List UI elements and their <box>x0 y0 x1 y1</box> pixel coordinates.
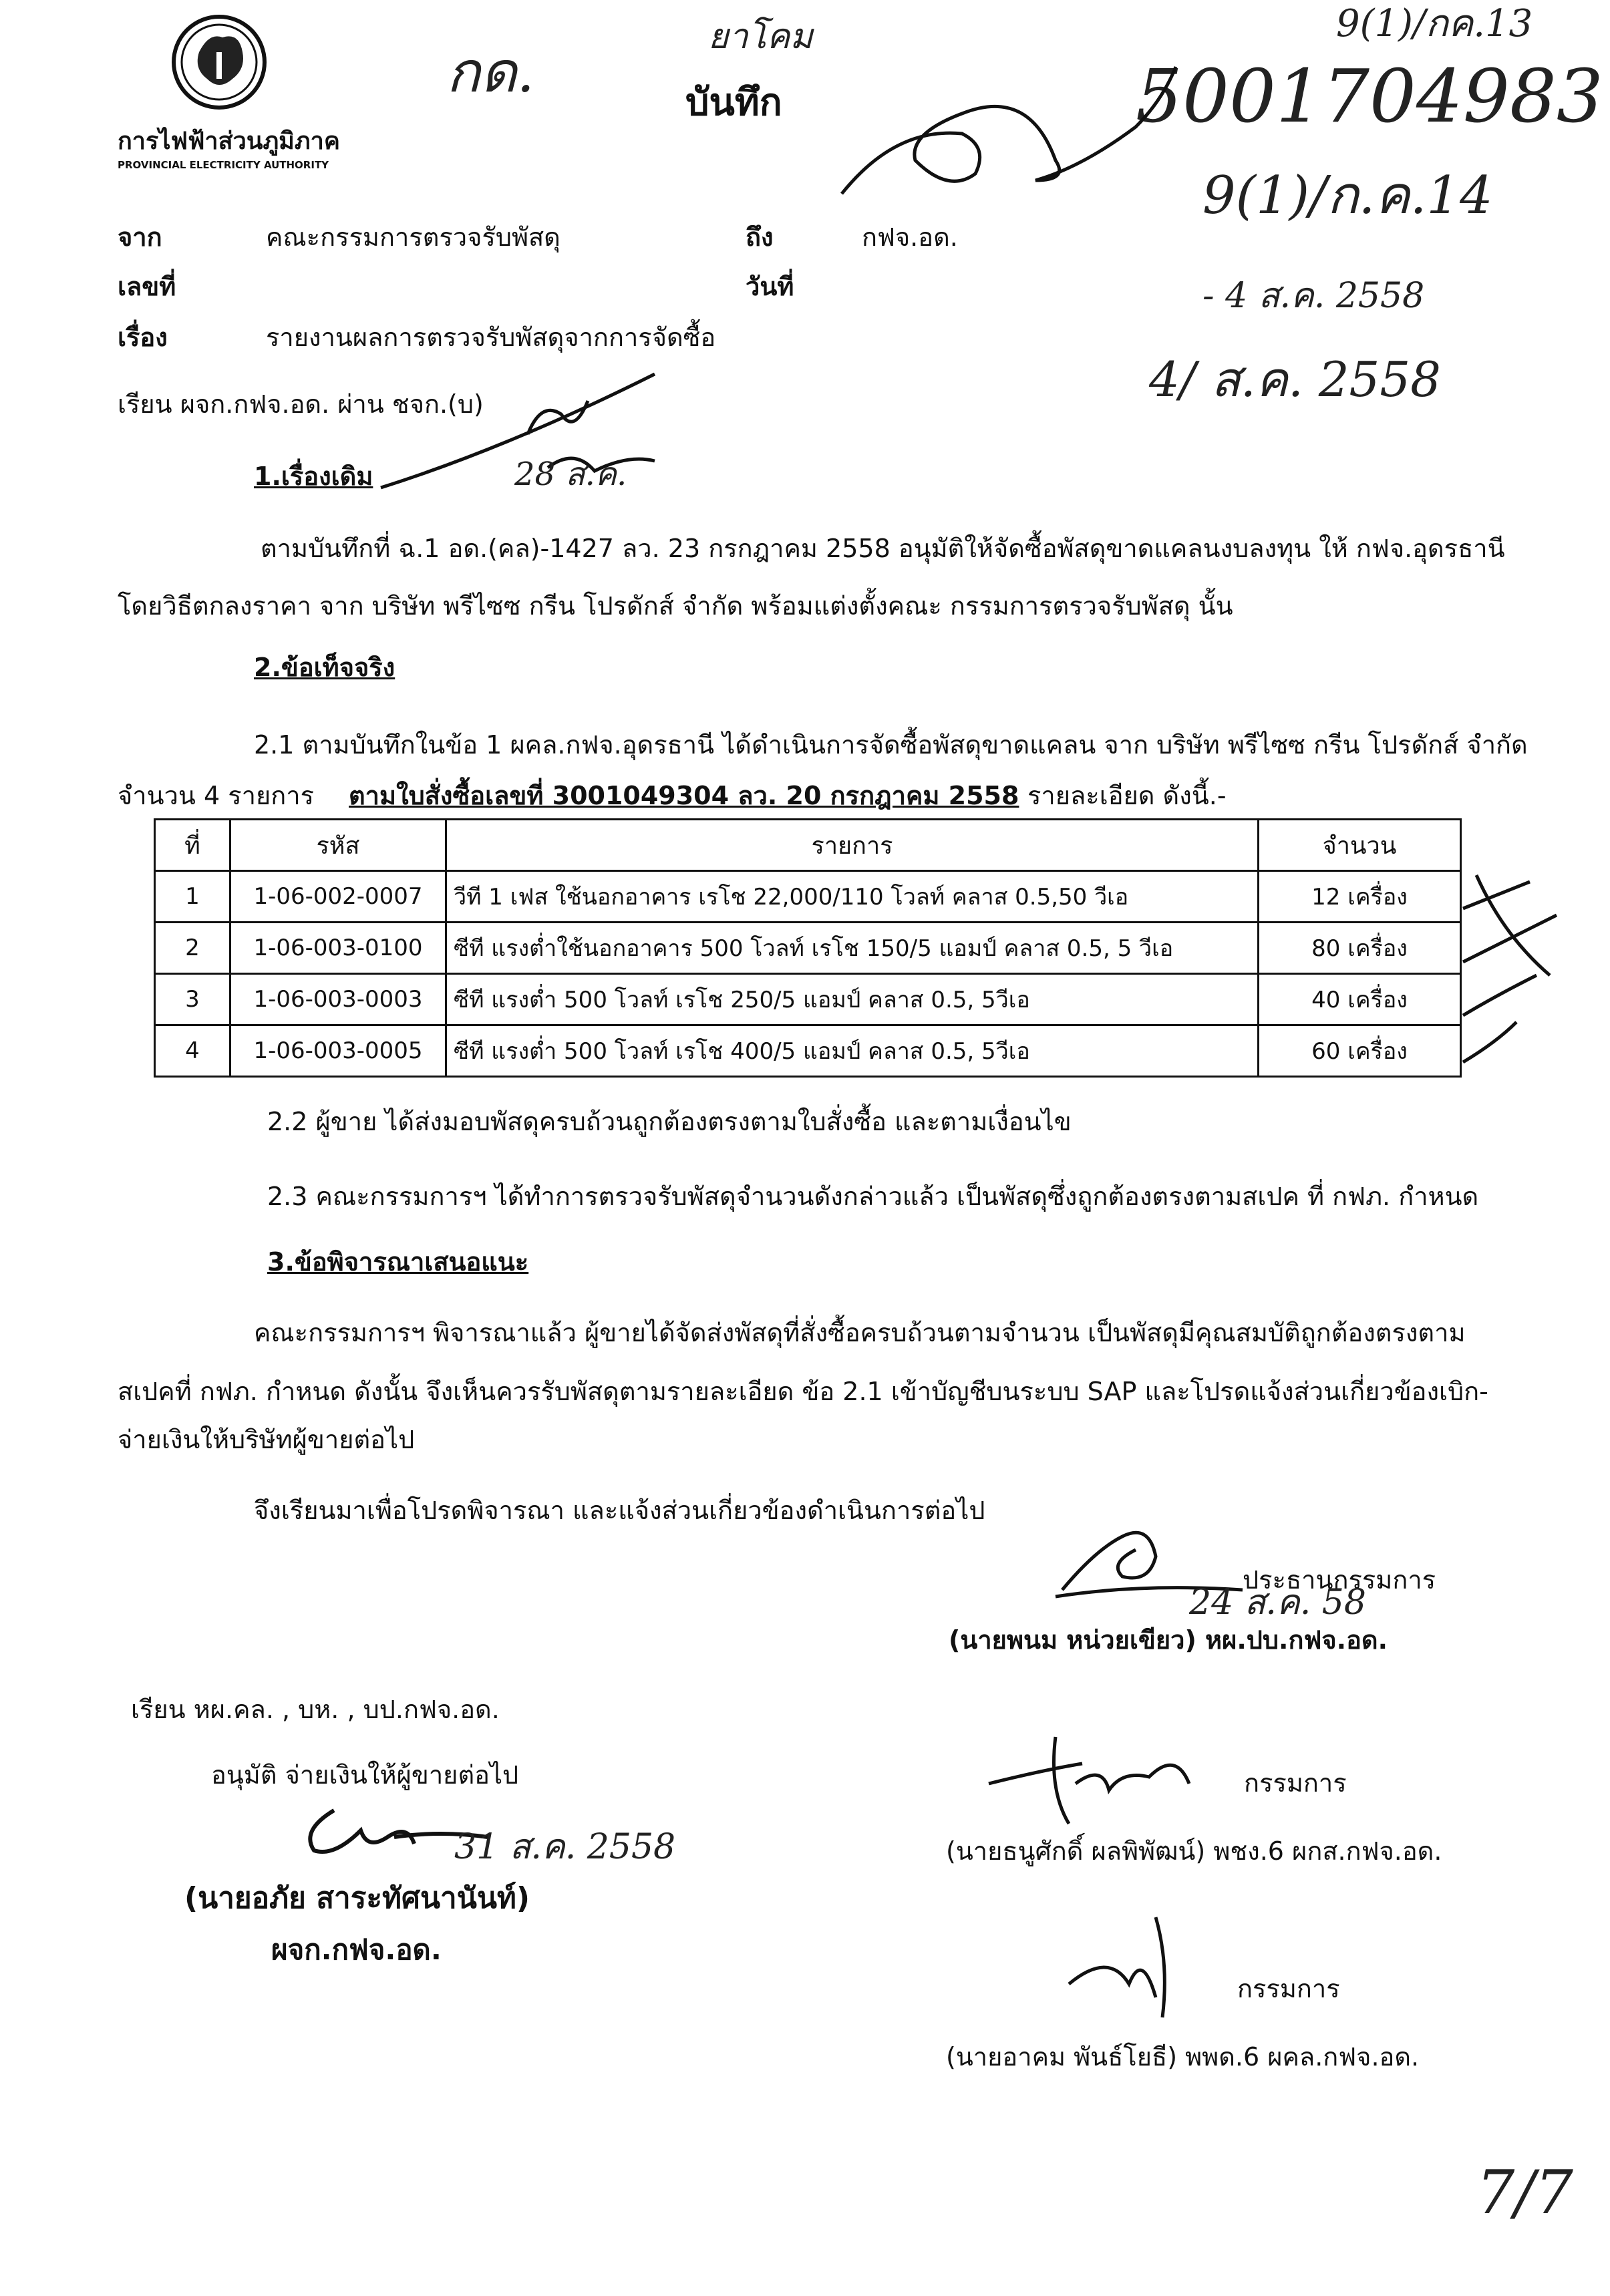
section3-line1: คณะกรรมการฯ พิจารณาแล้ว ผู้ขายได้จัดส่งพัสดุที่สั่งซื้อครบถ้วนตามจำนวน เป็นพัสดุมีคุณสมบัติถูกต้องตรงตาม <box>254 1318 1466 1347</box>
section2-3: 2.3 คณะกรรมการฯ ได้ทำการตรวจรับพัสดุจำนวนดังกล่าวแล้ว เป็นพัสดุซึ่งถูกต้องตรงตามสเปค ที่ กฟภ. กำหนด <box>267 1182 1479 1211</box>
table-row <box>155 923 1461 974</box>
handwritten-top-code: ยาโคม <box>708 17 813 57</box>
number-label: เลขที่ <box>118 272 176 301</box>
section2-1-prefix: จำนวน 4 รายการ <box>118 781 314 810</box>
signature-top <box>815 47 1216 220</box>
handwritten-approve-date: 31 ส.ค. 2558 <box>454 1827 676 1867</box>
section2-heading: 2.ข้อเท็จจริง <box>254 653 395 682</box>
approval-line: อนุมัติ จ่ายเงินให้ผู้ขายต่อไป <box>211 1760 519 1790</box>
chair-title: ประธานกรรมการ <box>1243 1565 1436 1595</box>
cell-desc: ซีที แรงต่ำใช้นอกอาคาร 500 โวลท์ เรโช 150/5 แอมป์ คลาส 0.5, 5 วีเอ <box>446 923 1259 974</box>
col-header-no: ที่ <box>155 820 230 871</box>
section2-1-line1: 2.1 ตามบันทึกในข้อ 1 ผคล.กฟจ.อุดรธานี ได้ดำเนินการจัดซื้อพัสดุขาดแคลน จาก บริษัท พรีไซซ กรีน โปรดักส์ จำกัด <box>254 730 1528 760</box>
page-mark: 7/7 <box>1476 2158 1573 2228</box>
approval-to-line: เรียน หผ.คล. , บห. , บป.กฟจ.อด. <box>131 1695 500 1724</box>
handwritten-initial-mark: กด. <box>446 39 535 105</box>
member2-title: กรรมการ <box>1237 1974 1340 2003</box>
purchase-order-ref: ตามใบสั่งซื้อเลขที่ 3001049304 ลว. 20 กรกฎาคม 2558 <box>349 781 1019 810</box>
table-row <box>155 871 1461 923</box>
cell-desc: ซีที แรงต่ำ 500 โวลท์ เรโช 400/5 แอมป์ คลาส 0.5, 5วีเอ <box>446 1025 1259 1077</box>
subject-label: เรื่อง <box>118 323 168 352</box>
table-row <box>155 1025 1461 1077</box>
to-label: ถึง <box>746 222 774 252</box>
handwritten-corner-ref: 9(1)/กค.13 <box>1336 2 1533 45</box>
approver-title: ผจก.กฟจ.อด. <box>271 1933 442 1966</box>
cell-code: 1-06-003-0100 <box>230 923 446 974</box>
org-name-en: PROVINCIAL ELECTRICITY AUTHORITY <box>118 159 329 171</box>
cell-code: 1-06-003-0003 <box>230 974 446 1025</box>
handwritten-ref-number: 9(1)/ก.ค.14 <box>1202 166 1493 226</box>
handwritten-chair-date: 24 ส.ค. 58 <box>1189 1583 1366 1623</box>
handwritten-date: 4/ ส.ค. 2558 <box>1149 351 1441 407</box>
chair-name: (นายพนม หน่วยเขียว) หผ.ปบ.กฟจ.อด. <box>949 1625 1388 1655</box>
closing-line: จึงเรียนมาเพื่อโปรดพิจารณา และแจ้งส่วนเกี่ยวข้องดำเนินการต่อไป <box>254 1496 985 1525</box>
cell-code: 1-06-003-0005 <box>230 1025 446 1077</box>
cell-qty: 40 เครื่อง <box>1259 974 1461 1025</box>
cell-code: 1-06-002-0007 <box>230 871 446 923</box>
subject-value: รายงานผลการตรวจรับพัสดุจากการจัดซื้อ <box>266 323 716 352</box>
approver-name: (นายอภัย สาระทัศนานันท์) <box>184 1881 530 1915</box>
table-header-row <box>155 820 1461 871</box>
handwritten-doc-number: 5001704983 <box>1136 53 1603 139</box>
section3-line2: สเปคที่ กฟภ. กำหนด ดังนั้น จึงเห็นควรรับพัสดุตามรายละเอียด ข้อ 2.1 เข้าบัญชีบนระบบ SAP และโปรดแจ้งส่วนเกี่ยวข้องเบิก- <box>118 1377 1488 1406</box>
org-name-th: การไฟฟ้าส่วนภูมิภาค <box>118 128 340 155</box>
pea-logo <box>152 12 286 112</box>
col-header-qty: จำนวน <box>1259 820 1461 871</box>
memo-title: บันทึก <box>685 81 782 124</box>
date-stamp: - 4 ส.ค. 2558 <box>1202 276 1425 316</box>
salutation: เรียน ผจก.กฟจ.อด. ผ่าน ชจก.(บ) <box>118 389 484 419</box>
signature-member2 <box>1056 1911 1216 2024</box>
items-table <box>154 818 1462 1078</box>
cell-no: 4 <box>155 1025 230 1077</box>
handwritten-initial-date: 28 ส.ค. <box>514 456 627 493</box>
date-label: วันที่ <box>746 272 794 301</box>
cell-no: 3 <box>155 974 230 1025</box>
from-label: จาก <box>118 222 162 252</box>
from-value: คณะกรรมการตรวจรับพัสดุ <box>266 222 560 252</box>
cell-desc: ซีที แรงต่ำ 500 โวลท์ เรโช 250/5 แอมป์ คลาส 0.5, 5วีเอ <box>446 974 1259 1025</box>
table-row <box>155 974 1461 1025</box>
section1-heading: 1.เรื่องเดิม <box>254 462 373 491</box>
member1-title: กรรมการ <box>1244 1768 1347 1798</box>
section1-line1: ตามบันทึกที่ ฉ.1 อด.(คล)-1427 ลว. 23 กรกฎาคม 2558 อนุมัติให้จัดซื้อพัสดุขาดแคลนงบลงทุน ให้ กฟจ.อุดรธานี <box>261 534 1505 563</box>
cell-qty: 80 เครื่อง <box>1259 923 1461 974</box>
section2-2: 2.2 ผู้ขาย ได้ส่งมอบพัสดุครบถ้วนถูกต้องตรงตามใบสั่งซื้อ และตามเงื่อนไข <box>267 1107 1072 1136</box>
section3-heading: 3.ข้อพิจารณาเสนอแนะ <box>267 1247 529 1277</box>
to-value: กฟจ.อด. <box>862 222 958 252</box>
cell-qty: 60 เครื่อง <box>1259 1025 1461 1077</box>
cell-no: 2 <box>155 923 230 974</box>
col-header-code: รหัส <box>230 820 446 871</box>
signature-member1 <box>975 1724 1229 1837</box>
section3-line3: จ่ายเงินให้บริษัทผู้ขายต่อไป <box>118 1425 415 1454</box>
cell-qty: 12 เครื่อง <box>1259 871 1461 923</box>
section2-1-suffix: รายละเอียด ดังนี้.- <box>1027 781 1227 810</box>
tick-marks <box>1456 862 1597 1076</box>
member1-name: (นายธนูศักดิ์ ผลพิพัฒน์) พชง.6 ผกส.กฟจ.อด. <box>946 1836 1442 1866</box>
col-header-desc: รายการ <box>446 820 1259 871</box>
section1-line2: โดยวิธีตกลงราคา จาก บริษัท พรีไซซ กรีน โปรดักส์ จำกัด พร้อมแต่งตั้งคณะ กรรมการตรวจรับพัสดุ นั้น <box>118 591 1233 621</box>
cell-desc: วีที 1 เฟส ใช้นอกอาคาร เรโช 22,000/110 โวลท์ คลาส 0.5,50 วีเอ <box>446 871 1259 923</box>
cell-no: 1 <box>155 871 230 923</box>
member2-name: (นายอาคม พันธ์โยธี) พพด.6 ผคล.กฟจ.อด. <box>946 2042 1420 2072</box>
